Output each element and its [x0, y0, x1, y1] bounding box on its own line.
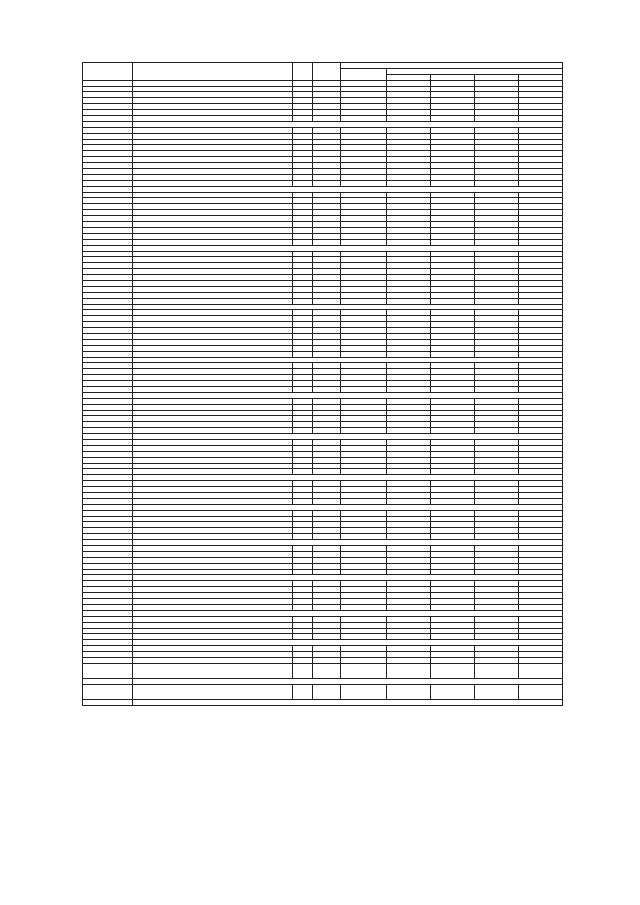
table-cell — [313, 684, 341, 699]
table-cell — [293, 663, 313, 678]
table-cell — [387, 663, 431, 678]
table-cell — [293, 684, 313, 699]
table-cell — [519, 684, 563, 699]
table-cell — [83, 684, 133, 699]
price-table — [82, 62, 563, 706]
table-cell — [133, 684, 293, 699]
table-cell — [431, 684, 475, 699]
table-row — [83, 663, 563, 678]
col-mass-header — [313, 63, 341, 81]
table-cell — [519, 663, 563, 678]
table-cell — [431, 663, 475, 678]
table-cell — [313, 663, 341, 678]
col-name-header — [133, 63, 293, 81]
table-row — [83, 684, 563, 699]
table-cell — [341, 684, 387, 699]
section-code-cell — [83, 699, 133, 705]
section-heading-cell — [133, 699, 563, 705]
col-unit-header — [293, 63, 313, 81]
table-cell — [83, 663, 133, 678]
table-cell — [387, 684, 431, 699]
col-code-header — [83, 63, 133, 81]
table-cell — [475, 684, 519, 699]
table-cell — [341, 663, 387, 678]
col-release-header — [341, 68, 387, 80]
table-cell — [133, 663, 293, 678]
price-table-body — [83, 86, 563, 705]
table-cell — [475, 663, 519, 678]
section-heading-row — [83, 699, 563, 705]
